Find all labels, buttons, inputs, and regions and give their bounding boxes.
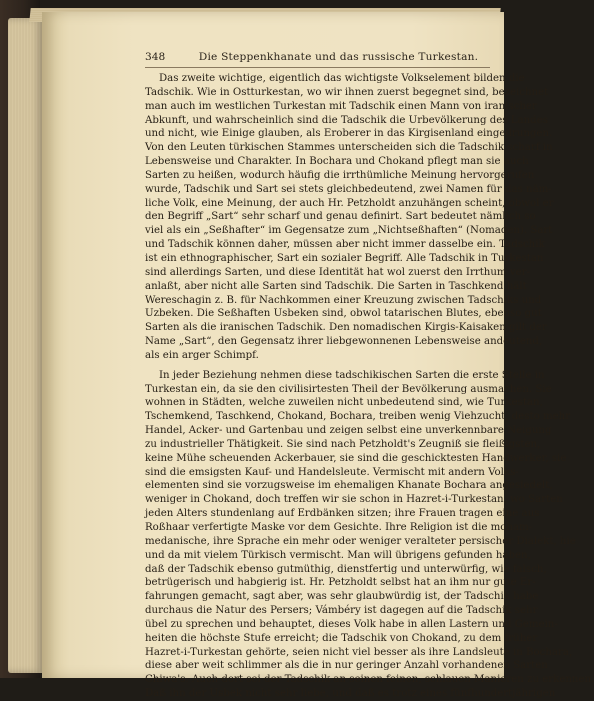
- page-number: 348: [145, 51, 166, 63]
- text-line: sind allerdings Sarten, und diese Identität hat wol zuerst den Irrthum ver-: [145, 266, 530, 278]
- text-line: weniger in Chokand, doch treffen wir sie schon in Hazret-i-Turkestan, wo Sarten: [145, 494, 563, 506]
- text-line: heiten die höchste Stufe erreicht; die Tadschik von Chokand, zu dem früher: [145, 632, 538, 644]
- text-line: daß der Tadschik ebenso gutmüthig, dienstfertig und unterwürfig, wie falsch,: [145, 563, 547, 575]
- text-line: Daß ihn der Usbek nicht sehr liebe, und daß es trotz eines fünfhundertjährigen: [145, 688, 556, 700]
- text-line: durchaus die Natur des Persers; Vámbéry ist dagegen auf die Tadschik sehr: [145, 605, 538, 617]
- text-line: keine Mühe scheuenden Ackerbauer, sie sind die geschicktesten Handwerker, sie: [145, 452, 567, 464]
- text-line: übel zu sprechen und behauptet, dieses Volk habe in allen Lastern und Gemein-: [145, 618, 558, 630]
- text-line: Tadschik. Wie in Ostturkestan, wo wir ihnen zuerst begegnet sind, bezeichnet: [145, 86, 549, 98]
- body-text: [145, 72, 594, 701]
- text-line: Abkunft, und wahrscheinlich sind die Tadschik die Urbevölkerung des Landes: [145, 114, 548, 126]
- text-line: In jeder Beziehung nehmen diese tadschikischen Sarten die erste Stelle in: [159, 369, 545, 381]
- text-line: als ein arger Schimpf.: [145, 349, 259, 361]
- text-line: Handel, Acker- und Gartenbau und zeigen selbst eine unverkennbare Neigung: [145, 425, 552, 437]
- text-line: und Tadschik können daher, müssen aber nicht immer dasselbe ein. Tadschik: [145, 239, 545, 251]
- text-line: und da mit vielem Türkisch vermischt. Man will übrigens gefunden haben,: [145, 549, 531, 561]
- header-rule: [145, 67, 490, 68]
- text-line: elementen sind sie vorzugsweise im ehemaligen Khanate Bochara angesiedelt,: [145, 480, 553, 492]
- text-line: Hazret-i-Turkestan gehörte, seien nicht viel besser als ihre Landsleute in Bochara,: [145, 646, 573, 658]
- text-line: Wereschagin z. B. für Nachkommen einer Kreuzung zwischen Tadschiks und: [145, 294, 542, 306]
- text-line: medanische, ihre Sprache ein mehr oder weniger veralteter persischer Dialekt, hie: [145, 535, 576, 547]
- text-line: zu industrieller Thätigkeit. Sie sind nach Petzholdt's Zeugniß sie fleißigsten,: [145, 438, 541, 450]
- text-line: diese aber weit schlimmer als die in nur geringer Anzahl vorhandenen Sarten: [145, 660, 548, 672]
- text-line: anlaßt, aber nicht alle Sarten sind Tadschik. Die Sarten in Taschkend hält: [145, 280, 527, 292]
- text-line: Sarten als die iranischen Tadschik. Den nomadischen Kirgis-Kaisaken gilt der: [145, 322, 547, 334]
- text-line: Turkestan ein, da sie den civilisirtesten Theil der Bevölkerung ausmachen. Sie: [145, 383, 552, 395]
- text-line: den Begriff „Sart“ sehr scharf und genau definirt. Sart bedeutet nämlich so: [145, 211, 536, 223]
- text-line: man auch im westlichen Turkestan mit Tadschik einen Mann von iranischer: [145, 100, 537, 112]
- text-line: betrügerisch und habgierig ist. Hr. Petzholdt selbst hat an ihm nur gute Er-: [145, 577, 536, 589]
- text-line: Lebensweise und Charakter. In Bochara und Chokand pflegt man sie auch: [145, 156, 529, 168]
- text-line: wurde, Tadschik und Sart sei stets gleichbedeutend, zwei Namen für das näm-: [145, 183, 552, 195]
- running-head: Die Steppenkhanate und das russische Turkestan.: [198, 51, 479, 63]
- text-line: Tschemkend, Taschkend, Chokand, Bochara, treiben wenig Viehzucht, desto mehr: [145, 411, 571, 423]
- text-line: wohnen in Städten, welche zuweilen nicht unbedeutend sind, wie Turkestan,: [145, 397, 543, 409]
- text-line: und nicht, wie Einige glauben, als Eroberer in das Kirgisenland eingedrungen.: [145, 128, 553, 140]
- text-line: sind die emsigsten Kauf- und Handelsleute. Vermischt mit andern Volks-: [145, 466, 519, 478]
- page-stack-edges: [8, 18, 44, 673]
- text-line: viel als ein „Seßhafter“ im Gegensatze zum „Nichtseßhaften“ (Nomaden). Sart: [145, 225, 553, 237]
- text-line: liche Volk, eine Meinung, der auch Hr. Petzholdt anzuhängen scheint, obwol er: [145, 197, 554, 209]
- text-line: jeden Alters stundenlang auf Erdbänken sitzen; ihre Frauen tragen eine aus: [145, 508, 540, 520]
- text-line: Sarten zu heißen, wodurch häufig die irrthümliche Meinung hervorgerufen: [145, 169, 535, 181]
- text-line: ist ein ethnographischer, Sart ein sozialer Begriff. Alle Tadschik in Turkestan: [145, 252, 544, 264]
- text-line: fahrungen gemacht, sagt aber, was sehr glaubwürdig ist, der Tadschik habe: [145, 591, 539, 603]
- text-line: Chiwa's. Auch dort sei der Tadschik an seinen feinen, schlauen Manieren zu erkennen.: [145, 674, 594, 686]
- text-line: Von den Leuten türkischen Stammes unterscheiden sich die Tadschik scharf in: [145, 142, 553, 154]
- text-line: Roßhaar verfertigte Maske vor dem Gesichte. Ihre Religion ist die moham-: [145, 522, 533, 533]
- text-line: Das zweite wichtige, eigentlich das wichtigste Volkselement bilden die: [159, 73, 525, 84]
- text-line: Name „Sart“, den Gegensatz ihrer liebgewonnenen Lebensweise andeutend,: [145, 336, 543, 348]
- text-line: Uzbeken. Die Seßhaften Usbeken sind, obwol tatarischen Blutes, ebenso gut: [145, 308, 542, 320]
- page-header: [145, 51, 490, 67]
